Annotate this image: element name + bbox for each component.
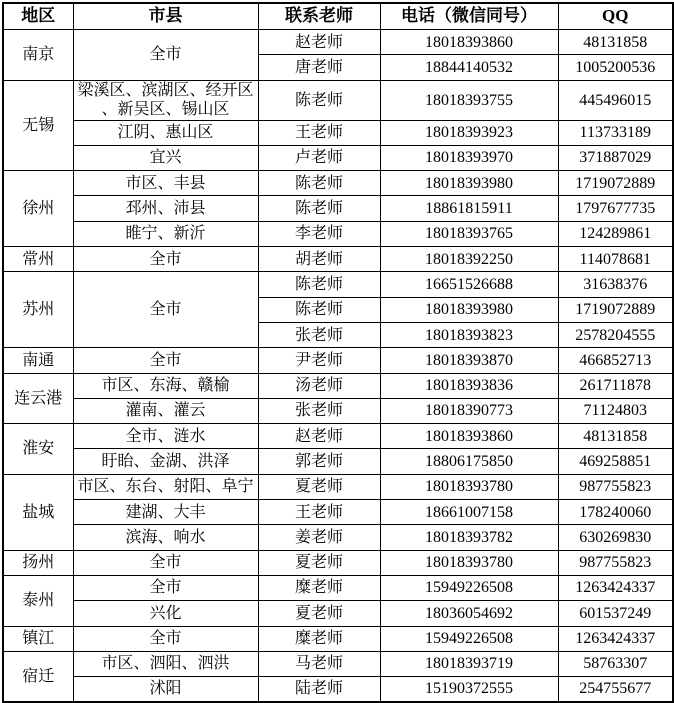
table-row [3,398,673,423]
city-cell: 建湖、大丰 [73,500,258,525]
teacher-cell: 郭老师 [258,449,380,474]
qq-cell: 31638376 [558,272,673,297]
phone-cell: 18861815911 [380,196,558,221]
header-city: 市县 [73,3,258,30]
qq-cell: 630269830 [558,525,673,550]
teacher-cell: 陈老师 [258,196,380,221]
region-cell: 连云港 [3,373,73,424]
qq-cell: 469258851 [558,449,673,474]
region-cell: 盐城 [3,474,73,550]
teacher-cell: 陈老师 [258,171,380,196]
city-cell: 市区、丰县 [73,171,258,196]
phone-cell: 18018393870 [380,348,558,373]
teacher-cell: 糜老师 [258,626,380,651]
table-row [3,525,673,550]
teacher-cell: 唐老师 [258,55,380,80]
qq-cell: 466852713 [558,348,673,373]
qq-cell: 1797677735 [558,196,673,221]
city-cell: 全市 [73,247,258,272]
city-cell: 市区、泗阳、泗洪 [73,651,258,676]
phone-cell: 18018393836 [380,373,558,398]
teacher-cell: 夏老师 [258,474,380,499]
phone-cell: 18018392250 [380,247,558,272]
teacher-cell: 陈老师 [258,80,380,120]
region-cell: 苏州 [3,272,73,348]
city-cell: 全市 [73,575,258,600]
table-row [3,575,673,600]
phone-cell: 18844140532 [380,55,558,80]
region-cell: 泰州 [3,575,73,626]
table-row [3,474,673,499]
table-row [3,651,673,676]
phone-cell: 18018393923 [380,120,558,145]
phone-cell: 18018393860 [380,424,558,449]
city-cell: 市区、东台、射阳、阜宁 [73,474,258,499]
header-region: 地区 [3,3,73,30]
table-row [3,272,673,297]
table-row [3,171,673,196]
city-cell: 全市、涟水 [73,424,258,449]
qq-cell: 1719072889 [558,297,673,322]
city-cell: 市区、东海、赣榆 [73,373,258,398]
city-cell: 宜兴 [73,145,258,170]
teacher-cell: 夏老师 [258,550,380,575]
teacher-cell: 陆老师 [258,677,380,702]
city-cell: 梁溪区、滨湖区、经开区、新吴区、锡山区 [73,80,258,120]
teacher-cell: 马老师 [258,651,380,676]
teacher-cell: 卢老师 [258,145,380,170]
region-cell: 镇江 [3,626,73,651]
teacher-cell: 张老师 [258,398,380,423]
city-cell: 江阴、惠山区 [73,120,258,145]
teacher-cell: 赵老师 [258,30,380,55]
city-cell: 兴化 [73,601,258,626]
teacher-cell: 姜老师 [258,525,380,550]
teacher-cell: 糜老师 [258,575,380,600]
qq-cell: 1263424337 [558,575,673,600]
qq-cell: 71124803 [558,398,673,423]
phone-cell: 18018393980 [380,171,558,196]
table-row [3,373,673,398]
phone-cell: 18018393860 [380,30,558,55]
teacher-cell: 张老师 [258,322,380,347]
region-cell: 徐州 [3,171,73,247]
qq-cell: 48131858 [558,424,673,449]
teacher-cell: 赵老师 [258,424,380,449]
table-header-row [3,3,673,30]
table-row [3,449,673,474]
phone-cell: 18018393780 [380,474,558,499]
teacher-cell: 陈老师 [258,297,380,322]
phone-cell: 18018393782 [380,525,558,550]
teacher-cell: 李老师 [258,221,380,246]
table-row [3,348,673,373]
city-cell: 灌南、灌云 [73,398,258,423]
qq-cell: 987755823 [558,474,673,499]
table-row [3,601,673,626]
qq-cell: 58763307 [558,651,673,676]
city-cell: 全市 [73,550,258,575]
city-cell: 全市 [73,348,258,373]
qq-cell: 178240060 [558,500,673,525]
table-row [3,196,673,221]
header-qq: QQ [558,3,673,30]
teacher-cell: 王老师 [258,500,380,525]
region-cell: 淮安 [3,424,73,475]
qq-cell: 371887029 [558,145,673,170]
table-row [3,120,673,145]
phone-cell: 18018393970 [380,145,558,170]
table-row [3,424,673,449]
qq-cell: 124289861 [558,221,673,246]
phone-cell: 18018393780 [380,550,558,575]
qq-cell: 1263424337 [558,626,673,651]
qq-cell: 445496015 [558,80,673,120]
header-phone: 电话（微信同号） [380,3,558,30]
city-cell: 盱眙、金湖、洪泽 [73,449,258,474]
phone-cell: 15949226508 [380,575,558,600]
table-row [3,80,673,120]
table-row [3,626,673,651]
city-cell: 邳州、沛县 [73,196,258,221]
qq-cell: 1719072889 [558,171,673,196]
region-cell: 常州 [3,247,73,272]
city-cell: 全市 [73,626,258,651]
phone-cell: 15949226508 [380,626,558,651]
qq-cell: 113733189 [558,120,673,145]
phone-cell: 16651526688 [380,272,558,297]
qq-cell: 2578204555 [558,322,673,347]
qq-cell: 261711878 [558,373,673,398]
phone-cell: 18018393755 [380,80,558,120]
city-cell: 沭阳 [73,677,258,702]
phone-cell: 18018390773 [380,398,558,423]
phone-cell: 18018393980 [380,297,558,322]
region-cell: 无锡 [3,80,73,171]
table-row [3,30,673,55]
header-teacher: 联系老师 [258,3,380,30]
teacher-cell: 汤老师 [258,373,380,398]
region-cell: 南京 [3,30,73,81]
teacher-cell: 夏老师 [258,601,380,626]
city-cell: 滨海、响水 [73,525,258,550]
region-cell: 宿迁 [3,651,73,702]
table-row [3,221,673,246]
table-row [3,247,673,272]
phone-cell: 18036054692 [380,601,558,626]
region-cell: 扬州 [3,550,73,575]
table-row [3,145,673,170]
phone-cell: 18018393823 [380,322,558,347]
phone-cell: 18806175850 [380,449,558,474]
teacher-cell: 胡老师 [258,247,380,272]
table-row [3,677,673,702]
city-cell: 全市 [73,30,258,81]
phone-cell: 18661007158 [380,500,558,525]
teacher-cell: 陈老师 [258,272,380,297]
teacher-cell: 尹老师 [258,348,380,373]
table-row [3,550,673,575]
qq-cell: 48131858 [558,30,673,55]
table-row [3,500,673,525]
phone-cell: 18018393719 [380,651,558,676]
contact-table [2,2,674,703]
region-cell: 南通 [3,348,73,373]
qq-cell: 987755823 [558,550,673,575]
qq-cell: 601537249 [558,601,673,626]
city-cell: 睢宁、新沂 [73,221,258,246]
teacher-cell: 王老师 [258,120,380,145]
qq-cell: 114078681 [558,247,673,272]
qq-cell: 1005200536 [558,55,673,80]
phone-cell: 18018393765 [380,221,558,246]
phone-cell: 15190372555 [380,677,558,702]
qq-cell: 254755677 [558,677,673,702]
city-cell: 全市 [73,272,258,348]
